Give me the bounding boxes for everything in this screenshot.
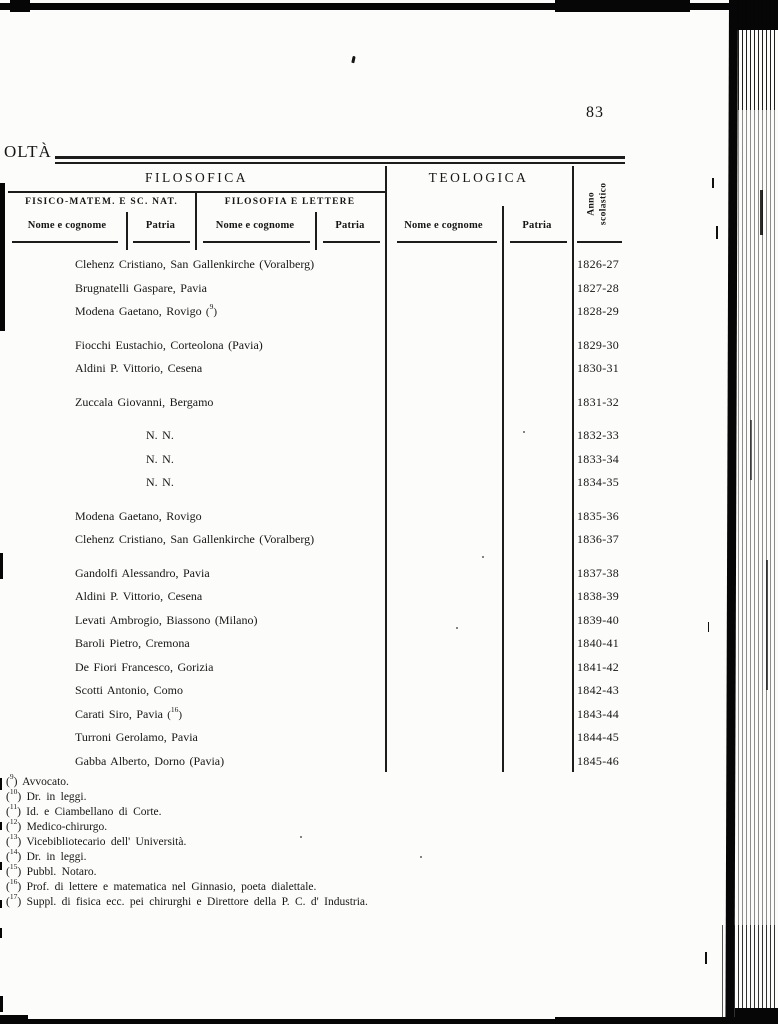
student-name: De Fiori Francesco, Gorizia — [75, 659, 214, 674]
cut-off-word-facolta: OLTÀ — [4, 142, 52, 161]
footnote-marker: ($^{13}$) — [6, 832, 27, 848]
student-name: Modena Gaetano, Rovigo — [75, 508, 202, 523]
table-row — [8, 634, 625, 658]
scan-speck — [482, 556, 484, 558]
footnote — [6, 862, 646, 881]
column-group-filosofica: FILOSOFICA — [144, 170, 248, 185]
table-row — [8, 564, 625, 588]
footnote — [6, 772, 646, 791]
scan-left-mark — [0, 778, 2, 790]
student-name: N. N. — [146, 475, 174, 489]
scan-left-mark — [0, 862, 2, 870]
scan-left-mark — [0, 822, 2, 830]
table-row — [8, 279, 625, 303]
school-year: 1830-31 — [577, 361, 620, 375]
student-name: N. N. — [146, 451, 174, 466]
label-underline — [577, 241, 622, 243]
table-row — [8, 752, 625, 776]
school-year: 1840-41 — [577, 636, 620, 650]
table-row — [8, 302, 625, 326]
divider-nome-patria-1 — [126, 212, 128, 250]
footnote-text: Suppl. di fisica ecc. pei chirurghi e Direttore della P. C. d' Industria. — [26, 896, 368, 908]
scan-bottom-wedge — [735, 1008, 778, 1024]
footnote — [6, 802, 646, 821]
table-row — [8, 611, 625, 635]
header-patria-3: Patria — [522, 220, 552, 231]
footnote-marker: ($^{15}$) — [6, 862, 27, 878]
table-row — [8, 587, 625, 611]
header-nome-cognome-3: Nome e cognome — [404, 220, 483, 231]
table-row — [8, 507, 625, 531]
divider-nome-patria-2 — [315, 212, 317, 250]
footnote — [6, 832, 646, 851]
school-year: 1843-44 — [577, 706, 620, 721]
scan-binding-line — [725, 0, 738, 1024]
school-year: 1845-46 — [577, 753, 620, 768]
student-name: Modena Gaetano, Rovigo ($^9$) — [75, 302, 217, 318]
page-number: 83 — [586, 104, 604, 121]
label-underline — [203, 241, 310, 243]
scan-speck — [420, 856, 422, 858]
student-name: Carati Siro, Pavia ($^{16}$) — [75, 704, 183, 721]
scan-tick — [716, 226, 718, 239]
school-year: 1832-33 — [577, 428, 620, 442]
footnote — [6, 877, 646, 896]
label-underline — [510, 241, 567, 243]
school-year: 1837-38 — [577, 565, 620, 580]
scan-streak-mark — [760, 190, 763, 235]
table-row — [8, 473, 625, 497]
label-underline — [12, 241, 118, 243]
student-name: Zuccala Giovanni, Bergamo — [75, 394, 214, 409]
school-year: 1835-36 — [577, 508, 620, 523]
footnote-marker: ($^{16}$) — [6, 877, 27, 893]
scan-binding-streaks — [738, 0, 778, 1024]
table-row — [8, 705, 625, 729]
footnote-text: Dr. in leggi. — [26, 791, 87, 803]
table-top-rule-upper — [55, 156, 625, 159]
table-row — [8, 658, 625, 682]
subcolumn-fisico-matem: FISICO-MATEM. E SC. NAT. — [25, 197, 178, 207]
scan-left-mark — [0, 996, 3, 1012]
scan-streak-mark — [766, 560, 768, 690]
footnote-marker: ($^{12}$) — [6, 817, 27, 833]
student-name: Baroli Pietro, Cremona — [75, 636, 190, 650]
footnote-marker: ($^{14}$) — [6, 847, 27, 863]
student-name: Brugnatelli Gaspare, Pavia — [75, 280, 207, 295]
scan-tick — [708, 622, 709, 632]
student-name: Aldini P. Vittorio, Cesena — [75, 589, 203, 603]
footnote — [6, 787, 646, 806]
school-year: 1831-32 — [577, 394, 620, 409]
table-row — [8, 681, 625, 705]
table-row — [8, 336, 625, 360]
school-year: 1828-29 — [577, 304, 620, 318]
student-name: Clehenz Cristiano, San Gallenkirche (Voralberg) — [75, 532, 315, 546]
header-nome-cognome-1: Nome e cognome — [27, 220, 107, 231]
school-year: 1839-40 — [577, 612, 620, 627]
table-rows — [8, 255, 625, 775]
label-underline — [133, 241, 190, 243]
school-year: 1833-34 — [577, 451, 620, 466]
table-row — [8, 728, 625, 752]
student-name: Aldini P. Vittorio, Cesena — [75, 361, 203, 375]
scan-top-lump — [555, 0, 690, 12]
label-underline — [397, 241, 497, 243]
student-name: Clehenz Cristiano, San Gallenkirche (Voralberg) — [75, 257, 315, 271]
scan-top-lump — [10, 0, 30, 12]
divider-fisico-lettere — [195, 192, 197, 250]
footnote-text: Avvocato. — [22, 776, 69, 788]
school-year: 1838-39 — [577, 589, 620, 603]
school-year: 1841-42 — [577, 659, 620, 674]
scan-left-mark — [0, 553, 3, 579]
table-top-rule-lower — [55, 162, 625, 164]
table-row — [8, 359, 625, 383]
footnote-ref: ($^9$) — [201, 302, 217, 318]
footnote-text: Medico-chirurgo. — [26, 821, 108, 833]
student-name: Fiocchi Eustachio, Corteolona (Pavia) — [75, 337, 263, 352]
footnote — [6, 847, 646, 866]
footnote-ref: ($^{16}$) — [162, 704, 183, 721]
header-patria-2: Patria — [335, 220, 365, 231]
student-name: Scotti Antonio, Como — [75, 683, 184, 697]
footnote-text: Id. e Ciambellano di Corte. — [26, 806, 162, 818]
student-name: Turroni Gerolamo, Pavia — [75, 730, 198, 744]
header-anno-scolastico — [572, 166, 625, 242]
scan-streak-mark — [750, 420, 752, 480]
scan-speck — [456, 627, 458, 629]
scan-speck — [300, 836, 302, 838]
label-underline — [323, 241, 380, 243]
footnote-marker: ($^{11}$) — [6, 802, 27, 818]
scan-binding-streaks-top — [738, 0, 778, 110]
footnotes — [6, 772, 646, 911]
scan-left-sliver — [0, 183, 5, 331]
table-row — [8, 450, 625, 474]
footnote-text: Dr. in leggi. — [26, 851, 87, 863]
school-year: 1829-30 — [577, 337, 620, 352]
school-year: 1844-45 — [577, 730, 620, 744]
student-name: N. N. — [146, 428, 174, 442]
school-year: 1836-37 — [577, 532, 620, 546]
table-row — [8, 426, 625, 450]
footnote — [6, 892, 646, 911]
subcolumn-filosofia-lettere: FILOSOFIA E LETTERE — [224, 197, 356, 207]
school-year: 1827-28 — [577, 280, 620, 295]
footnote — [6, 817, 646, 836]
footnote-marker: ($^{17}$) — [6, 892, 27, 908]
scan-tick — [705, 952, 707, 964]
filosofica-underline — [8, 191, 385, 193]
scan-tick — [712, 178, 714, 188]
header-patria-1: Patria — [145, 220, 176, 231]
school-year: 1834-35 — [577, 475, 620, 489]
header-nome-cognome-2: Nome e cognome — [215, 220, 295, 231]
footnote-text: Pubbl. Notaro. — [26, 866, 97, 878]
student-name: Levati Ambrogio, Biassono (Milano) — [75, 612, 258, 627]
scan-left-mark — [0, 928, 2, 938]
footnote-marker: ($^9$) — [6, 772, 23, 788]
scan-speck — [523, 431, 525, 433]
anno-line1: Anno — [586, 192, 597, 216]
student-name: Gabba Alberto, Dorno (Pavia) — [75, 753, 225, 768]
footnote-marker: ($^{10}$) — [6, 787, 27, 803]
table-row — [8, 255, 625, 279]
school-year: 1842-43 — [577, 683, 620, 697]
table-row — [8, 393, 625, 417]
column-group-teologica: TEOLOGICA — [428, 170, 529, 185]
student-name: Gandolfi Alessandro, Pavia — [75, 565, 210, 580]
scan-left-mark — [0, 900, 2, 908]
footnote-text: Vicebibliotecario dell' Università. — [26, 836, 187, 848]
anno-line2: scolastico — [598, 182, 609, 226]
footnote-text: Prof. di lettere e matematica nel Ginnasio, poeta dialettale. — [26, 881, 317, 893]
school-year: 1826-27 — [577, 257, 620, 271]
scan-speck-apostrophe — [351, 56, 355, 63]
scan-bottom-lump — [0, 1015, 28, 1024]
table-row — [8, 530, 625, 554]
